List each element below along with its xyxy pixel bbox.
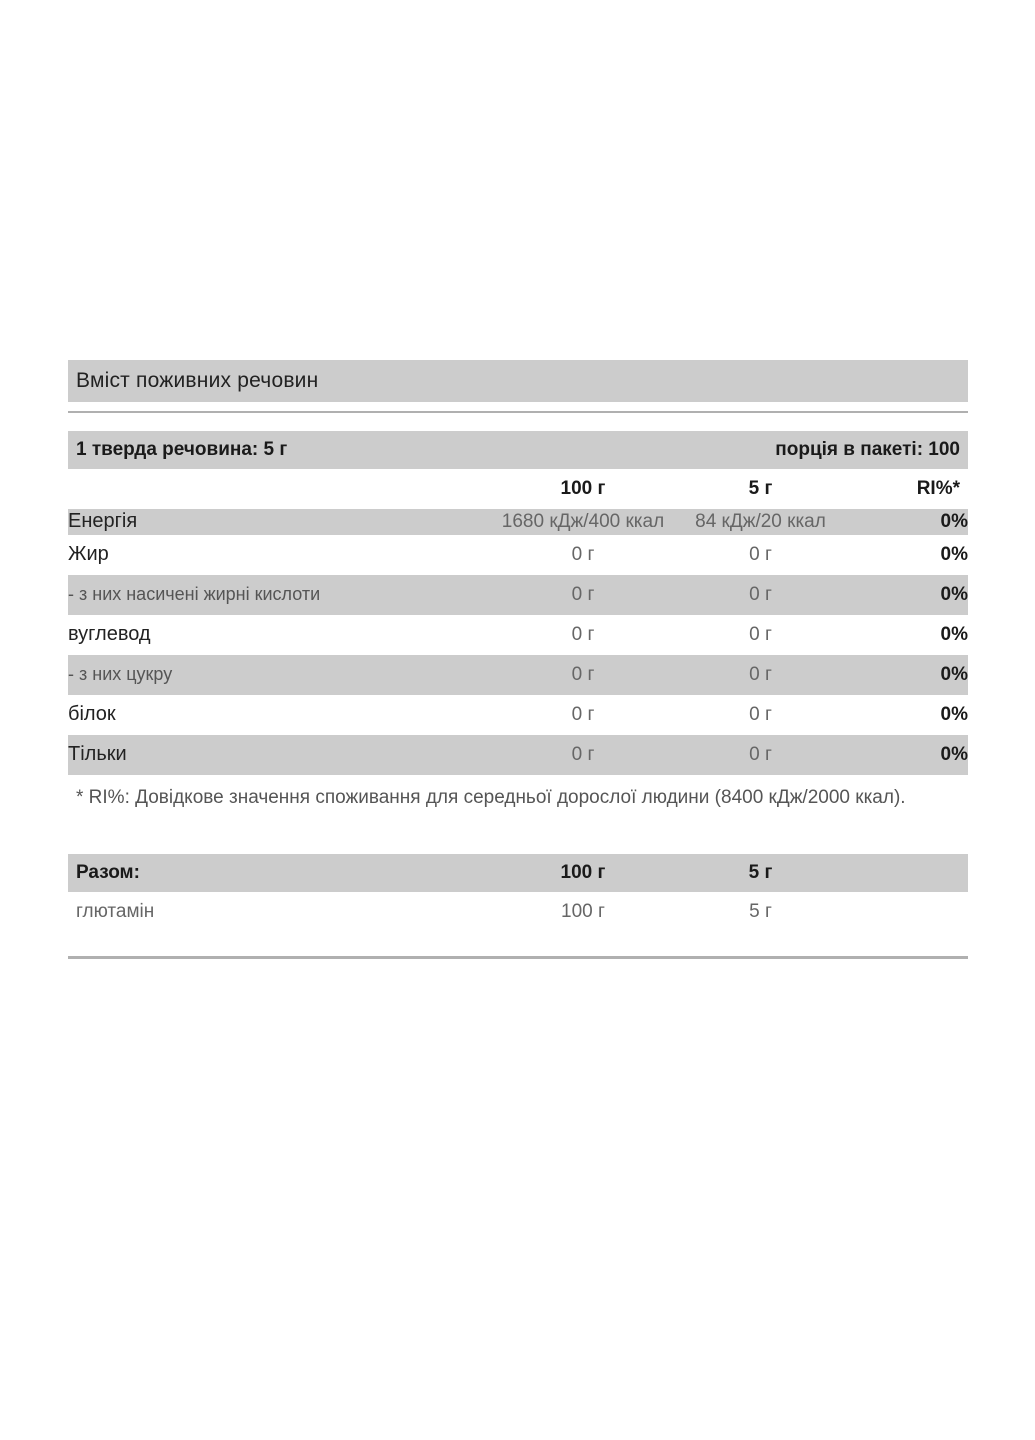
- nutrient-name: білок: [68, 695, 498, 735]
- nutrient-name: Енергія: [68, 509, 498, 535]
- nutrient-name: - з них насичені жирні кислоти: [68, 575, 498, 615]
- ingredient-value-per-100g: 100 г: [498, 892, 668, 932]
- ingredient-spacer: [853, 892, 968, 932]
- nutrient-ri-percent: 0%: [853, 575, 968, 615]
- nutrient-value-per-serving: 0 г: [668, 575, 853, 615]
- totals-section: [68, 854, 968, 959]
- table-row: [68, 535, 968, 575]
- nutrient-value-per-serving: 0 г: [668, 655, 853, 695]
- totals-header-per-100g: 100 г: [498, 854, 668, 892]
- nutrient-ri-percent: 0%: [853, 509, 968, 535]
- table-row: [68, 892, 968, 932]
- nutrient-name: вуглевод: [68, 615, 498, 655]
- nutrient-ri-percent: 0%: [853, 655, 968, 695]
- nutrient-name: Тільки: [68, 735, 498, 775]
- nutrient-ri-percent: 0%: [853, 735, 968, 775]
- serving-size-label: 1 тверда речовина: 5 г: [76, 439, 288, 460]
- nutrition-panel: [68, 360, 968, 959]
- nutrient-value-per-serving: 84 кДж/20 ккал: [668, 509, 853, 535]
- nutrient-value-per-serving: 0 г: [668, 735, 853, 775]
- servings-per-pack-label: порція в пакеті: 100: [775, 439, 960, 460]
- nutrient-ri-percent: 0%: [853, 615, 968, 655]
- nutrient-value-per-100g: 0 г: [498, 735, 668, 775]
- totals-header-row: [68, 854, 968, 892]
- column-header-per-serving: 5 г: [668, 469, 853, 509]
- nutrient-name: Жир: [68, 535, 498, 575]
- nutrient-value-per-100g: 0 г: [498, 655, 668, 695]
- ingredient-value-per-serving: 5 г: [668, 892, 853, 932]
- panel-title: Вміст поживних речовин: [76, 369, 319, 392]
- nutrient-value-per-100g: 0 г: [498, 615, 668, 655]
- ri-footnote: * RI%: Довідкове значення споживання для середньої дорослої людини (8400 кДж/2000 ккал).: [76, 786, 906, 808]
- serving-info-band: [68, 431, 968, 469]
- panel-title-band: [68, 360, 968, 402]
- nutrient-value-per-serving: 0 г: [668, 535, 853, 575]
- nutrient-value-per-serving: 0 г: [668, 695, 853, 735]
- table-row: [68, 575, 968, 615]
- table-row: [68, 509, 968, 535]
- column-header-per-100g: 100 г: [498, 469, 668, 509]
- nutrient-value-per-100g: 0 г: [498, 535, 668, 575]
- totals-header-per-serving: 5 г: [668, 854, 853, 892]
- spacer-after-title: [68, 413, 968, 431]
- totals-label: Разом:: [68, 854, 498, 892]
- nutrient-value-per-serving: 0 г: [668, 615, 853, 655]
- table-row: [68, 615, 968, 655]
- table-row: [68, 695, 968, 735]
- nutrient-value-per-100g: 1680 кДж/400 ккал: [498, 509, 668, 535]
- nutrient-value-per-100g: 0 г: [498, 695, 668, 735]
- column-header-name: [68, 469, 498, 509]
- bottom-divider: [68, 956, 968, 959]
- nutrient-value-per-100g: 0 г: [498, 575, 668, 615]
- nutrition-table: [68, 469, 968, 775]
- table-row: [68, 655, 968, 695]
- table-row: [68, 735, 968, 775]
- totals-header-spacer: [853, 854, 968, 892]
- table-column-header-row: [68, 469, 968, 509]
- nutrient-ri-percent: 0%: [853, 535, 968, 575]
- nutrient-name: - з них цукру: [68, 655, 498, 695]
- column-header-ri: RI%*: [853, 469, 968, 509]
- totals-table: [68, 854, 968, 932]
- ingredient-name: глютамін: [68, 892, 498, 932]
- nutrient-ri-percent: 0%: [853, 695, 968, 735]
